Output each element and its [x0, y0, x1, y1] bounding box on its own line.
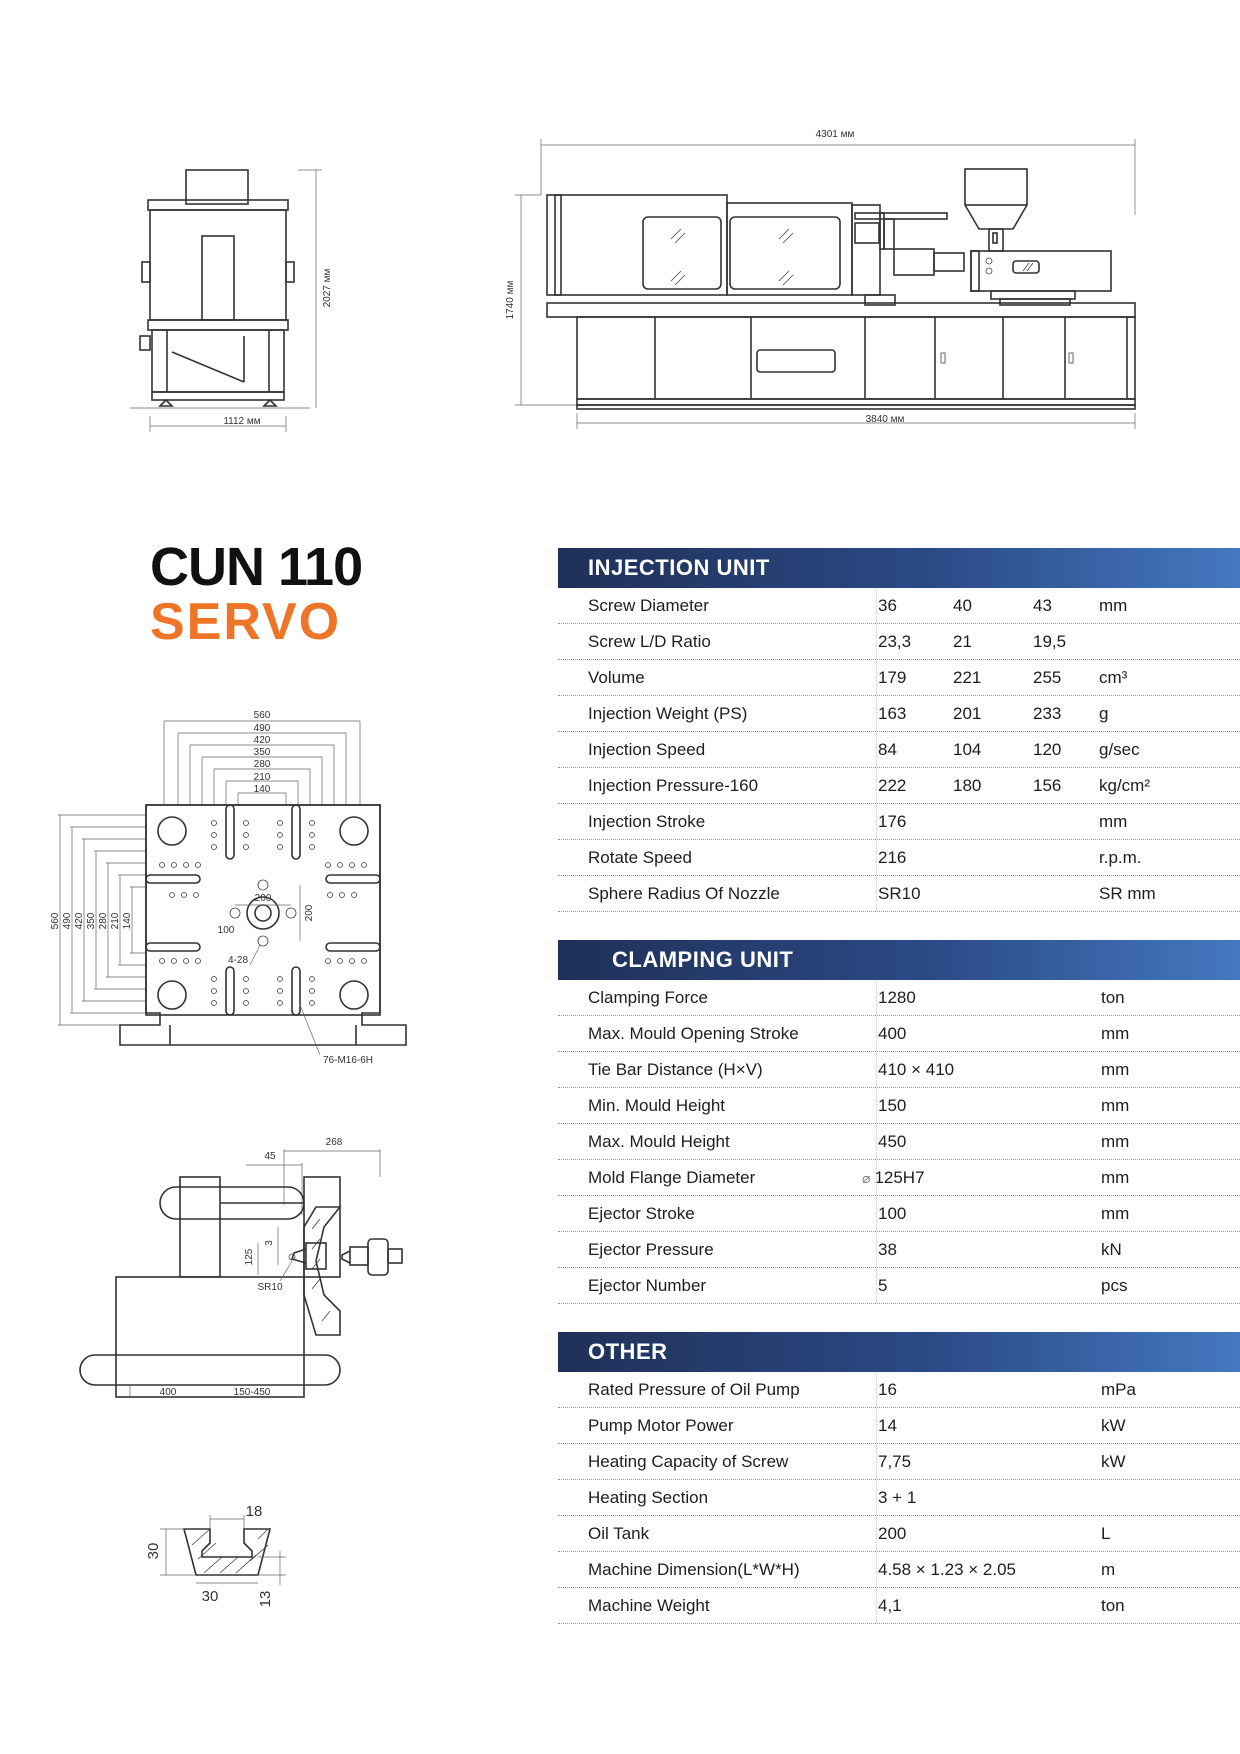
row-label: Heating Capacity of Screw — [588, 1452, 789, 1471]
table-row — [558, 1232, 1240, 1268]
value-3: 233 — [1033, 704, 1062, 723]
row-value: 16 — [878, 1380, 897, 1399]
table-row — [558, 1268, 1240, 1304]
table-row — [558, 1088, 1240, 1124]
row-label: Injection Stroke — [588, 812, 706, 831]
table-row — [558, 1516, 1240, 1552]
row-label: Sphere Radius Of Nozzle — [588, 884, 780, 903]
value-3: 19,5 — [1033, 632, 1067, 651]
value-1: 176 — [878, 812, 907, 831]
dim-total-length: 4301 мм — [815, 129, 855, 140]
row-label: Injection Speed — [588, 740, 706, 759]
row-label: Max. Mould Opening Stroke — [588, 1024, 799, 1043]
row-label: Clamping Force — [588, 988, 708, 1007]
model-variant: SERVO — [150, 593, 342, 651]
platen-top-dim-420: 420 — [253, 735, 271, 746]
table-row — [558, 840, 1240, 876]
platen-center-v: 200 — [304, 904, 315, 922]
value-2: 221 — [953, 668, 982, 687]
row-value: 3 + 1 — [878, 1488, 917, 1507]
platen-left-dim-490: 490 — [62, 912, 73, 930]
table-row — [558, 876, 1240, 912]
row-label: Machine Dimension(L*W*H) — [588, 1560, 800, 1579]
row-value: 14 — [878, 1416, 897, 1435]
nozzle-dim-150-450: 150-450 — [233, 1387, 271, 1398]
platen-top-dim-280: 280 — [253, 759, 271, 770]
platen-left-dim-350: 350 — [86, 912, 97, 930]
row-label: Heating Section — [588, 1488, 709, 1507]
unit: mm — [1101, 1024, 1130, 1043]
value-1: 36 — [878, 596, 897, 615]
value-1: 216 — [878, 848, 907, 867]
table-row — [558, 1196, 1240, 1232]
side-view-drawing — [505, 125, 1145, 450]
platen-threads: 76-M16-6H — [322, 1055, 374, 1066]
value-1: 84 — [878, 740, 897, 759]
table-row — [558, 696, 1240, 732]
row-label: Volume — [588, 668, 645, 687]
tslot-dim-13: 13 — [257, 1590, 274, 1608]
unit: mPa — [1101, 1380, 1136, 1399]
injection-unit-header: INJECTION UNIT — [558, 548, 1240, 588]
row-value — [862, 1168, 1101, 1188]
table-row — [558, 1588, 1240, 1624]
nozzle-section-drawing — [80, 1135, 450, 1435]
row-label: Rotate Speed — [588, 848, 692, 867]
platen-left-dim-420: 420 — [74, 912, 85, 930]
row-label: Injection Weight (PS) — [588, 704, 748, 723]
unit: mm — [1101, 1060, 1130, 1079]
value-1: 222 — [878, 776, 907, 795]
row-label: Machine Weight — [588, 1596, 710, 1615]
row-label: Screw Diameter — [588, 596, 709, 615]
value-2: 104 — [953, 740, 982, 759]
unit: mm — [1101, 1204, 1130, 1223]
unit: mm — [1101, 1168, 1130, 1187]
value-2: 40 — [953, 596, 972, 615]
row-label: Ejector Number — [588, 1276, 707, 1295]
unit: mm — [1099, 596, 1128, 615]
value-3: 120 — [1033, 740, 1062, 759]
table-row — [558, 804, 1240, 840]
platen-top-dim-350: 350 — [253, 747, 271, 758]
row-value: 4.58 × 1.23 × 2.05 — [878, 1560, 1017, 1579]
clamping-unit-table — [558, 940, 1240, 1304]
row-value: 410 × 410 — [878, 1060, 955, 1079]
row-label: Pump Motor Power — [588, 1416, 734, 1435]
row-value: 450 — [878, 1132, 907, 1151]
row-value: 38 — [878, 1240, 897, 1259]
row-label: Tie Bar Distance (H×V) — [588, 1060, 763, 1079]
row-label: Ejector Pressure — [588, 1240, 714, 1259]
platen-left-dim-210: 210 — [110, 912, 121, 930]
row-value: 5 — [878, 1276, 888, 1295]
platen-left-dim-560: 560 — [50, 912, 61, 930]
row-value: 400 — [878, 1024, 907, 1043]
unit: ton — [1101, 988, 1125, 1007]
unit: mm — [1101, 1132, 1130, 1151]
table-row — [558, 1124, 1240, 1160]
platen-top-dim-490: 490 — [253, 723, 271, 734]
nozzle-dim-45: 45 — [264, 1151, 276, 1162]
clamping-unit-header: CLAMPING UNIT — [558, 940, 1240, 980]
other-table — [558, 1332, 1240, 1624]
value-2: 180 — [953, 776, 982, 795]
nozzle-dim-400: 400 — [159, 1387, 177, 1398]
unit: r.p.m. — [1099, 848, 1142, 867]
value-1: 179 — [878, 668, 907, 687]
platen-top-dim-140: 140 — [253, 784, 271, 795]
table-row — [558, 624, 1240, 660]
table-row — [558, 1016, 1240, 1052]
other-header: OTHER — [558, 1332, 1240, 1372]
unit: g — [1099, 704, 1109, 723]
table-row — [558, 1408, 1240, 1444]
value-3: 156 — [1033, 776, 1062, 795]
unit: L — [1101, 1524, 1111, 1543]
unit: kN — [1101, 1240, 1122, 1259]
value-1: 23,3 — [878, 632, 912, 651]
table-row — [558, 1480, 1240, 1516]
row-value: 150 — [878, 1096, 907, 1115]
value-2: 21 — [953, 632, 972, 651]
platen-small-dim: 100 — [217, 925, 235, 936]
platen-drawing — [50, 705, 420, 1075]
diameter-symbol: ⌀ — [862, 1170, 871, 1186]
table-row — [558, 732, 1240, 768]
value-3: 255 — [1033, 668, 1062, 687]
dim-width: 1112 мм — [223, 416, 261, 427]
platen-left-dim-140: 140 — [122, 912, 133, 930]
row-value: 100 — [878, 1204, 907, 1223]
platen-left-dim-280: 280 — [98, 912, 109, 930]
row-label: Oil Tank — [588, 1524, 650, 1543]
front-view-drawing — [130, 160, 370, 450]
row-value: 7,75 — [878, 1452, 912, 1471]
unit: g/sec — [1099, 740, 1140, 759]
row-label: Max. Mould Height — [588, 1132, 730, 1151]
tslot-dim-18: 18 — [245, 1503, 263, 1520]
table-row — [558, 1552, 1240, 1588]
table-row — [558, 980, 1240, 1016]
unit: mm — [1101, 1096, 1130, 1115]
dim-base-length: 3840 мм — [865, 414, 905, 425]
unit: kW — [1101, 1416, 1126, 1435]
table-row — [558, 588, 1240, 624]
nozzle-dim-268: 268 — [325, 1137, 343, 1148]
platen-top-dim-210: 210 — [253, 772, 271, 783]
unit: ton — [1101, 1596, 1125, 1615]
row-label: Min. Mould Height — [588, 1096, 726, 1115]
tslot-drawing — [140, 1495, 300, 1625]
row-value: 1280 — [878, 988, 916, 1007]
row-label: Injection Pressure-160 — [588, 776, 759, 795]
platen-top-dim-560: 560 — [253, 710, 271, 721]
injection-unit-table — [558, 548, 1240, 912]
table-row — [558, 1052, 1240, 1088]
value-2: 201 — [953, 704, 982, 723]
unit: cm³ — [1099, 668, 1128, 687]
value-1: 163 — [878, 704, 907, 723]
tslot-dim-30-bottom: 30 — [201, 1588, 219, 1605]
dim-height: 2027 мм — [322, 268, 333, 308]
value-1: SR10 — [878, 884, 921, 903]
row-label: Screw L/D Ratio — [588, 632, 711, 651]
row-value: 4,1 — [878, 1596, 902, 1615]
platen-holes: 4-28 — [227, 955, 249, 966]
row-label: Mold Flange Diameter — [588, 1168, 756, 1187]
table-row — [558, 660, 1240, 696]
unit: kW — [1101, 1452, 1126, 1471]
dim-height-side: 1740 мм — [505, 280, 516, 320]
model-title — [150, 537, 363, 651]
row-label: Rated Pressure of Oil Pump — [588, 1380, 800, 1399]
unit: kg/cm² — [1099, 776, 1150, 795]
unit: mm — [1099, 812, 1128, 831]
row-label: Ejector Stroke — [588, 1204, 695, 1223]
table-row — [558, 1160, 1240, 1196]
nozzle-dim-3: 3 — [264, 1240, 275, 1246]
platen-center-h: 200 — [254, 893, 272, 904]
nozzle-dim-125: 125 — [244, 1248, 255, 1266]
table-row — [558, 1372, 1240, 1408]
value-3: 43 — [1033, 596, 1052, 615]
unit: pcs — [1101, 1276, 1128, 1295]
unit: SR mm — [1099, 884, 1156, 903]
row-value: 200 — [878, 1524, 907, 1543]
table-row — [558, 768, 1240, 804]
unit: m — [1101, 1560, 1116, 1579]
tslot-dim-30-vertical: 30 — [145, 1542, 162, 1560]
nozzle-sr: SR10 — [257, 1282, 283, 1293]
table-row — [558, 1444, 1240, 1480]
model-name: CUN 110 — [150, 537, 363, 597]
row-value-text: 125H7 — [874, 1168, 925, 1187]
